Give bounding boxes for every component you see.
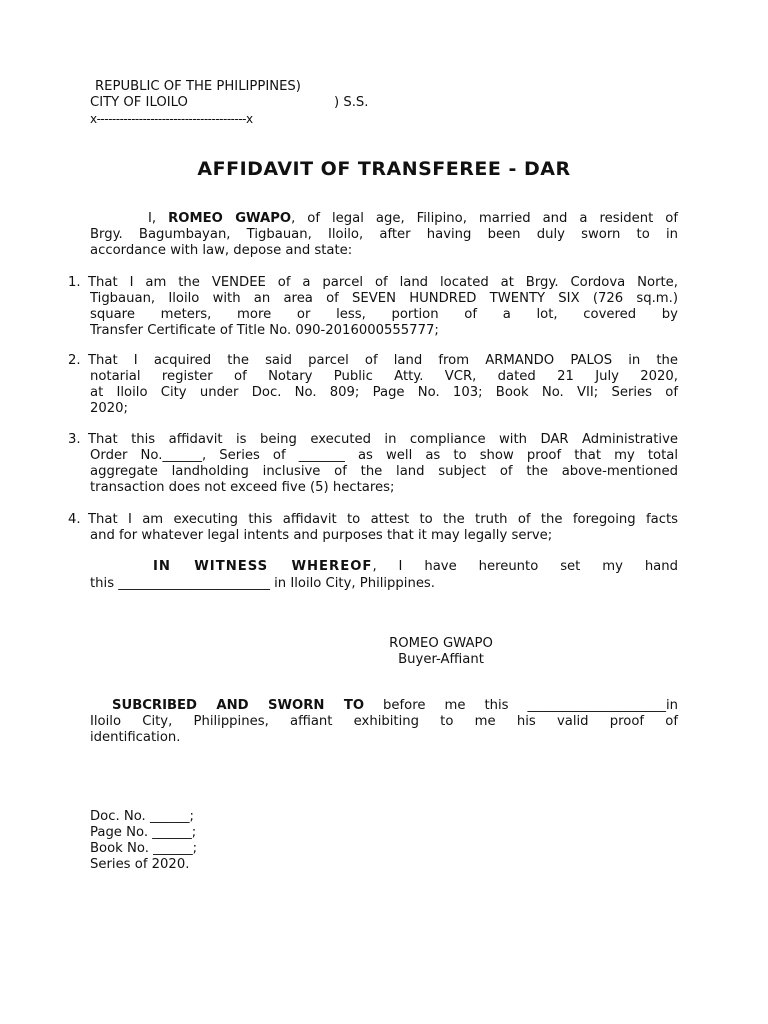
witness-heading: IN WITNESS WHEREOF [153,559,373,574]
item-1-line-4: Transfer Certificate of Title No. 090-2016000555777; [90,323,439,338]
item-2-line-2: notarial register of Notary Public Atty. VCR, dated 21 July 2020, [90,369,678,384]
item-3-line-1: That this affidavit is being executed in compliance with DAR Administrative [88,432,678,447]
jurat-line-1 [112,698,678,714]
jurat-line-3: identification. [90,730,181,745]
item-1-number: 1. [68,275,81,290]
item-3-number: 3. [68,432,81,447]
item-3-line-4: transaction does not exceed five (5) hectares; [90,480,395,495]
jurat-line-2: Iloilo City, Philippines, affiant exhibiting to me his valid proof of [90,714,678,729]
signatory-role: Buyer-Affiant [398,652,484,667]
item-3-line-3: aggregate landholding inclusive of the land subject of the above-mentioned [90,464,678,479]
intro-line-1 [148,211,678,227]
intro-line-3: accordance with law, depose and state: [90,243,353,258]
notarial-doc-no: Doc. No. ______; [90,809,194,824]
venue-divider: x---------------------------------------x [90,112,253,126]
notarial-series: Series of 2020. [90,857,190,872]
notarial-page-no: Page No. ______; [90,825,197,840]
intro-pronoun: I, [148,211,157,226]
witness-line-1 [153,559,678,575]
jurat-text-1: before me this _____________________in [364,698,678,713]
signatory-name: ROMEO GWAPO [389,636,493,651]
intro-line-2: Brgy. Bagumbayan, Tigbauan, Iloilo, after having been duly sworn to in [90,227,678,242]
witness-line-2: this _______________________ in Iloilo City, Philippines. [90,576,435,591]
document-title: AFFIDAVIT OF TRANSFEREE - DAR [197,158,571,180]
item-3-line-2: Order No.______, Series of _______ as well as to show proof that my total [90,448,678,463]
item-2-line-3: at Iloilo City under Doc. No. 809; Page No. 103; Book No. VII; Series of [90,385,678,400]
item-4-line-1: That I am executing this affidavit to attest to the truth of the foregoing facts [88,512,678,527]
item-1-line-3: square meters, more or less, portion of a lot, covered by [90,307,678,322]
venue-republic: REPUBLIC OF THE PHILIPPINES) [95,79,301,94]
jurat-heading: SUBCRIBED AND SWORN TO [112,698,365,713]
notarial-book-no: Book No. ______; [90,841,198,856]
item-1-line-1: That I am the VENDEE of a parcel of land located at Brgy. Cordova Norte, [88,275,678,290]
intro-text-1: , of legal age, Filipino, married and a resident of [291,211,678,226]
item-1-line-2: Tigbauan, Iloilo with an area of SEVEN HUNDRED TWENTY SIX (726 sq.m.) [90,291,678,306]
item-4-number: 4. [68,512,81,527]
witness-text-1: , I have hereunto set my hand [372,559,678,574]
affiant-name: ROMEO GWAPO [168,211,292,226]
item-2-line-4: 2020; [90,401,129,416]
item-4-line-2: and for whatever legal intents and purposes that it may legally serve; [90,528,553,543]
venue-ss: ) S.S. [334,95,369,110]
item-2-number: 2. [68,353,81,368]
venue-city: CITY OF ILOILO [90,95,188,110]
item-2-line-1: That I acquired the said parcel of land from ARMANDO PALOS in the [88,353,678,368]
